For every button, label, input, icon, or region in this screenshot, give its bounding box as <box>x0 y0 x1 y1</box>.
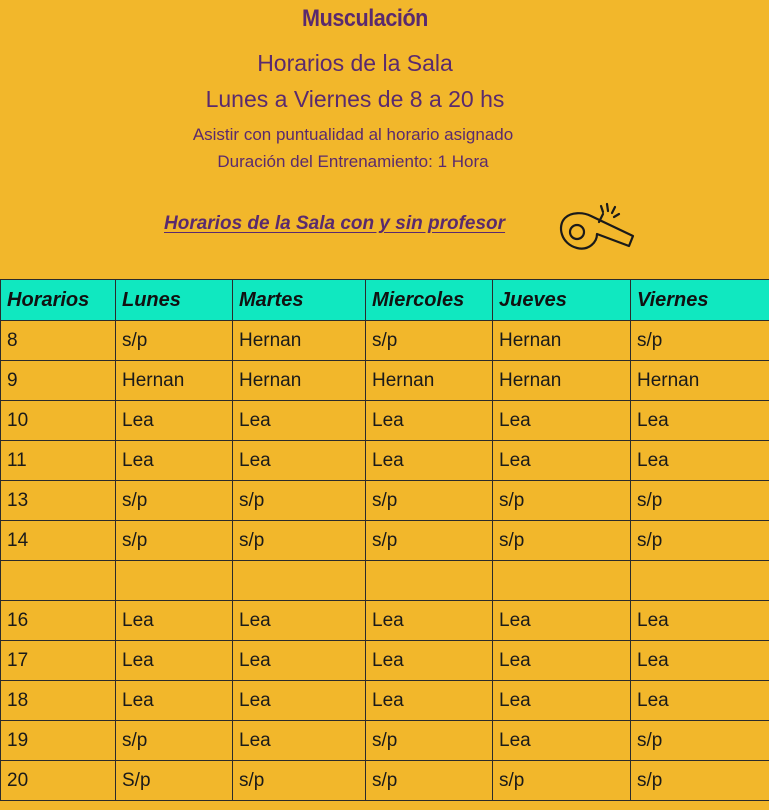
table-header-row <box>1 280 769 321</box>
instructor-cell: Lea <box>233 601 366 641</box>
instructor-cell: Lea <box>233 721 366 761</box>
hour-cell: 8 <box>1 321 116 361</box>
column-header-miercoles: Miercoles <box>366 280 493 321</box>
instructor-cell: Lea <box>116 401 233 441</box>
instructor-cell: Lea <box>631 681 769 721</box>
table-row <box>1 481 769 521</box>
instructor-cell: Lea <box>493 681 631 721</box>
instructor-cell: Hernan <box>493 361 631 401</box>
instructor-cell <box>631 561 769 601</box>
duration-note: Duración del Entrenamiento: 1 Hora <box>217 152 489 171</box>
hour-cell: 13 <box>1 481 116 521</box>
instructor-cell: S/p <box>116 761 233 801</box>
schedule-table <box>0 279 769 801</box>
instructor-cell: Hernan <box>233 361 366 401</box>
hour-cell: 9 <box>1 361 116 401</box>
column-header-martes: Martes <box>233 280 366 321</box>
hour-cell: 18 <box>1 681 116 721</box>
instructor-cell: Lea <box>233 641 366 681</box>
subtitle-room-hours: Horarios de la Sala <box>257 50 453 76</box>
instructor-cell <box>366 561 493 601</box>
instructor-cell: s/p <box>493 761 631 801</box>
instructor-cell: Hernan <box>366 361 493 401</box>
instructor-cell: s/p <box>631 481 769 521</box>
instructor-cell: s/p <box>631 721 769 761</box>
instructor-cell: Lea <box>493 441 631 481</box>
table-row <box>1 681 769 721</box>
instructor-cell: s/p <box>366 481 493 521</box>
table-row <box>1 361 769 401</box>
hour-cell: 19 <box>1 721 116 761</box>
instructor-cell: s/p <box>116 521 233 561</box>
hour-cell: 14 <box>1 521 116 561</box>
instructor-cell: Lea <box>366 681 493 721</box>
subtitle-weekdays: Lunes a Viernes de 8 a 20 hs <box>205 86 505 112</box>
instructor-cell: Hernan <box>493 321 631 361</box>
instructor-cell: Lea <box>233 441 366 481</box>
instructor-cell: Lea <box>116 681 233 721</box>
hour-cell: 20 <box>1 761 116 801</box>
instructor-cell: s/p <box>493 521 631 561</box>
instructor-cell: Lea <box>493 641 631 681</box>
instructor-cell: Lea <box>631 641 769 681</box>
table-row <box>1 561 769 601</box>
instructor-cell: s/p <box>233 481 366 521</box>
instructor-cell: Lea <box>493 721 631 761</box>
hour-cell <box>1 561 116 601</box>
instructor-cell: Lea <box>116 441 233 481</box>
column-header-jueves: Jueves <box>493 280 631 321</box>
instructor-cell: Hernan <box>233 321 366 361</box>
instructor-cell: s/p <box>631 761 769 801</box>
instructor-cell: s/p <box>116 721 233 761</box>
instructor-cell: s/p <box>233 761 366 801</box>
instructor-cell: Lea <box>233 681 366 721</box>
instructor-cell <box>233 561 366 601</box>
hour-cell: 11 <box>1 441 116 481</box>
instructor-cell: Lea <box>366 441 493 481</box>
instructor-cell: Lea <box>631 401 769 441</box>
hour-cell: 17 <box>1 641 116 681</box>
instructor-cell: Lea <box>116 641 233 681</box>
table-row <box>1 601 769 641</box>
hour-cell: 10 <box>1 401 116 441</box>
instructor-cell: Lea <box>493 601 631 641</box>
hour-cell: 16 <box>1 601 116 641</box>
instructor-cell: s/p <box>366 321 493 361</box>
instructor-cell: s/p <box>631 521 769 561</box>
instructor-cell: Hernan <box>116 361 233 401</box>
instructor-cell: Lea <box>366 401 493 441</box>
table-row <box>1 401 769 441</box>
instructor-cell: Hernan <box>631 361 769 401</box>
page-title: Musculación <box>302 5 428 32</box>
instructor-cell: Lea <box>233 401 366 441</box>
table-row <box>1 761 769 801</box>
instructor-cell: s/p <box>366 761 493 801</box>
column-header-horarios: Horarios <box>1 280 116 321</box>
instructor-cell: s/p <box>116 321 233 361</box>
instructor-cell: Lea <box>366 601 493 641</box>
instructor-cell: s/p <box>493 481 631 521</box>
instructor-cell: Lea <box>116 601 233 641</box>
instructor-cell: Lea <box>493 401 631 441</box>
instructor-cell: s/p <box>366 521 493 561</box>
instructor-cell <box>116 561 233 601</box>
whistle-icon <box>555 198 637 258</box>
instructor-cell <box>493 561 631 601</box>
instructor-cell: s/p <box>366 721 493 761</box>
column-header-lunes: Lunes <box>116 280 233 321</box>
instructor-cell: Lea <box>631 441 769 481</box>
instructor-cell: s/p <box>233 521 366 561</box>
schedule-link[interactable]: Horarios de la Sala con y sin profesor <box>164 213 506 234</box>
punctuality-note: Asistir con puntualidad al horario asignado <box>192 125 514 144</box>
table-row <box>1 521 769 561</box>
table-row <box>1 321 769 361</box>
table-row <box>1 641 769 681</box>
column-header-viernes: Viernes <box>631 280 769 321</box>
table-row <box>1 441 769 481</box>
instructor-cell: Lea <box>631 601 769 641</box>
instructor-cell: s/p <box>631 321 769 361</box>
table-row <box>1 721 769 761</box>
page-header <box>0 0 769 278</box>
instructor-cell: s/p <box>116 481 233 521</box>
instructor-cell: Lea <box>366 641 493 681</box>
